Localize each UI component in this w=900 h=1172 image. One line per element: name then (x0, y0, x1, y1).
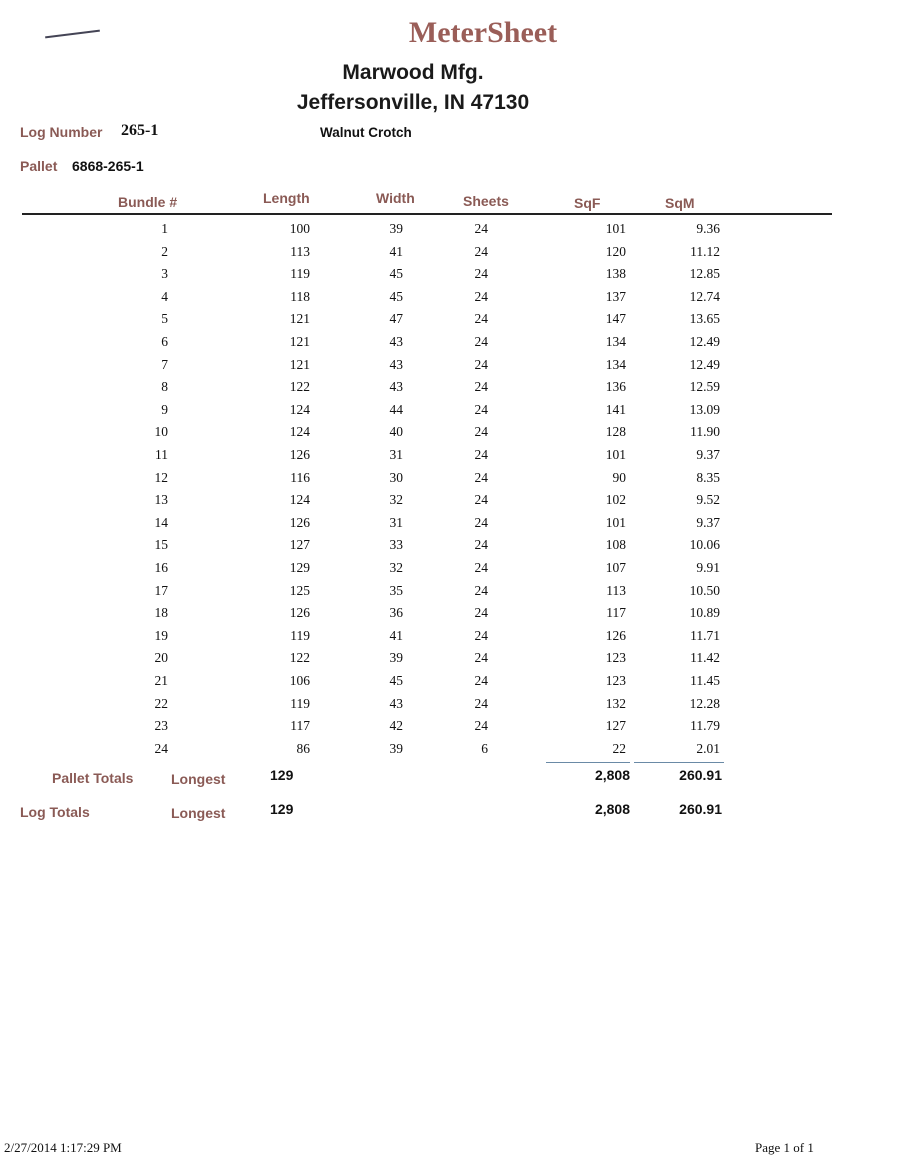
cell-width: 35 (389, 582, 403, 598)
cell-sqm: 10.89 (689, 605, 720, 621)
cell-bundle-number: 4 (161, 288, 168, 304)
cell-sheets: 24 (474, 627, 488, 643)
cell-sheets: 24 (474, 650, 488, 666)
cell-sheets: 24 (474, 334, 488, 349)
cell-width: 31 (389, 447, 403, 462)
cell-width: 30 (389, 469, 403, 485)
cell-sqm: 10.50 (689, 582, 720, 598)
cell-length: 121 (289, 356, 310, 372)
pallet-value: 6868-265-1 (72, 158, 144, 174)
cell-sqm: 8.35 (696, 469, 720, 485)
cell-sqf: 134 (605, 356, 626, 372)
cell-sheets: 24 (474, 695, 488, 711)
cell-length: 129 (289, 560, 310, 575)
col-header-sqf: SqF (574, 195, 601, 211)
footer-timestamp: 2/27/2014 1:17:29 PM (4, 1140, 122, 1155)
pallet-sqf-total: 2,808 (594, 767, 630, 783)
table-row (0, 334, 900, 356)
cell-width: 45 (389, 673, 403, 688)
log-sqf-total: 2,808 (594, 801, 630, 817)
cell-sheets: 24 (474, 718, 488, 734)
cell-sqm: 12.59 (689, 379, 720, 395)
cell-sqm: 9.91 (696, 560, 720, 575)
cell-length: 121 (289, 311, 310, 327)
cell-sqm: 9.37 (696, 514, 720, 530)
cell-length: 119 (290, 627, 310, 643)
cell-length: 125 (289, 582, 310, 598)
cell-bundle-number: 21 (154, 673, 168, 688)
cell-sheets: 24 (474, 673, 488, 688)
cell-length: 122 (289, 650, 310, 666)
pallet-label: Pallet (20, 158, 58, 174)
cell-sqf: 123 (605, 650, 626, 666)
cell-bundle-number: 11 (155, 447, 168, 462)
cell-length: 121 (289, 334, 310, 349)
cell-sqf: 101 (605, 221, 626, 236)
cell-length: 86 (296, 740, 310, 756)
table-row (0, 447, 900, 469)
cell-sheets: 24 (474, 582, 488, 598)
cell-sheets: 24 (474, 356, 488, 372)
cell-width: 33 (389, 537, 403, 553)
cell-length: 126 (289, 514, 310, 530)
cell-sqf: 123 (605, 673, 626, 688)
cell-sheets: 24 (474, 401, 488, 417)
table-row (0, 741, 900, 763)
cell-length: 119 (290, 695, 310, 711)
cell-length: 124 (289, 401, 310, 417)
cell-bundle-number: 22 (154, 695, 168, 711)
cell-length: 106 (289, 673, 310, 688)
cell-length: 124 (289, 492, 310, 508)
table-row (0, 718, 900, 740)
cell-width: 44 (389, 401, 403, 417)
table-row (0, 583, 900, 605)
cell-sqm: 12.49 (689, 334, 720, 349)
col-header-sheets: Sheets (463, 193, 509, 209)
cell-sqf: 127 (605, 718, 626, 734)
cell-sqf: 128 (605, 424, 626, 440)
table-row (0, 492, 900, 514)
cell-bundle-number: 16 (154, 560, 168, 575)
cell-width: 39 (389, 650, 403, 666)
cell-sqf: 120 (605, 243, 626, 259)
cell-length: 122 (289, 379, 310, 395)
cell-sqm: 13.65 (689, 311, 720, 327)
cell-length: 126 (289, 447, 310, 462)
cell-bundle-number: 8 (161, 379, 168, 395)
cell-sqm: 11.45 (690, 673, 720, 688)
cell-width: 47 (389, 311, 403, 327)
cell-length: 117 (290, 718, 310, 734)
cell-sqm: 2.01 (696, 740, 720, 756)
cell-width: 41 (389, 627, 403, 643)
cell-sqf: 113 (606, 582, 626, 598)
table-row (0, 515, 900, 537)
sqm-sum-rule (634, 762, 724, 763)
col-header-length: Length (263, 190, 310, 206)
sqf-sum-rule (546, 762, 630, 763)
cell-sheets: 24 (474, 379, 488, 395)
cell-sqf: 117 (606, 605, 626, 621)
log-longest-value: 129 (270, 801, 294, 817)
cell-width: 43 (389, 334, 403, 349)
cell-sqm: 12.28 (689, 695, 720, 711)
cell-sqf: 136 (605, 379, 626, 395)
cell-sheets: 24 (474, 605, 488, 621)
col-header-sqm: SqM (665, 195, 695, 211)
table-row (0, 605, 900, 627)
table-row (0, 244, 900, 266)
table-row (0, 650, 900, 672)
cell-width: 43 (389, 695, 403, 711)
cell-bundle-number: 7 (161, 356, 168, 372)
table-row (0, 311, 900, 333)
cell-width: 43 (389, 356, 403, 372)
log-totals-label: Log Totals (20, 804, 90, 820)
cell-sheets: 6 (481, 740, 488, 756)
cell-bundle-number: 9 (161, 401, 168, 417)
table-row (0, 673, 900, 695)
cell-sqm: 9.52 (696, 492, 720, 508)
cell-length: 113 (290, 243, 310, 259)
cell-sheets: 24 (474, 311, 488, 327)
cell-sqf: 147 (605, 311, 626, 327)
cell-sqm: 12.74 (689, 288, 720, 304)
table-row (0, 560, 900, 582)
table-row (0, 537, 900, 559)
cell-sqf: 141 (605, 401, 626, 417)
cell-bundle-number: 23 (154, 718, 168, 734)
cell-width: 32 (389, 560, 403, 575)
cell-width: 36 (389, 605, 403, 621)
cell-bundle-number: 1 (161, 221, 168, 236)
cell-width: 45 (389, 266, 403, 282)
cell-width: 41 (389, 243, 403, 259)
cell-bundle-number: 24 (154, 740, 168, 756)
cell-sqm: 9.37 (696, 447, 720, 462)
cell-sqf: 108 (605, 537, 626, 553)
cell-bundle-number: 15 (154, 537, 168, 553)
table-row (0, 424, 900, 446)
cell-sqm: 12.49 (689, 356, 720, 372)
page-title: MeterSheet (408, 16, 558, 49)
table-row (0, 221, 900, 243)
cell-length: 116 (290, 469, 310, 485)
cell-length: 126 (289, 605, 310, 621)
cell-bundle-number: 14 (154, 514, 168, 530)
cell-width: 39 (389, 221, 403, 236)
table-row (0, 696, 900, 718)
cell-bundle-number: 13 (154, 492, 168, 508)
cell-sheets: 24 (474, 424, 488, 440)
cell-sqf: 137 (605, 288, 626, 304)
table-row (0, 266, 900, 288)
log-sqm-total: 260.91 (679, 801, 722, 817)
cell-sqm: 11.42 (690, 650, 720, 666)
pallet-longest-label: Longest (171, 771, 226, 787)
company-address: Jeffersonville, IN 47130 (296, 91, 530, 114)
pallet-sqm-total: 260.91 (679, 767, 722, 783)
cell-width: 45 (389, 288, 403, 304)
table-row (0, 402, 900, 424)
company-name: Marwood Mfg. (342, 61, 484, 84)
company-block (0, 58, 826, 118)
cell-sqm: 12.85 (689, 266, 720, 282)
pallet-longest-value: 129 (270, 767, 294, 783)
cell-bundle-number: 5 (161, 311, 168, 327)
cell-length: 124 (289, 424, 310, 440)
table-row (0, 628, 900, 650)
cell-sheets: 24 (474, 560, 488, 575)
cell-bundle-number: 20 (154, 650, 168, 666)
cell-sqm: 10.06 (689, 537, 720, 553)
cell-sqf: 134 (605, 334, 626, 349)
cell-bundle-number: 18 (154, 605, 168, 621)
cell-width: 40 (389, 424, 403, 440)
table-row (0, 379, 900, 401)
cell-width: 42 (389, 718, 403, 734)
cell-sheets: 24 (474, 469, 488, 485)
cell-length: 118 (290, 288, 310, 304)
table-row (0, 357, 900, 379)
cell-length: 119 (290, 266, 310, 282)
cell-sqm: 9.36 (696, 221, 720, 236)
cell-width: 39 (389, 740, 403, 756)
pallet-totals-label: Pallet Totals (52, 770, 134, 786)
cell-sqf: 90 (612, 469, 626, 485)
col-header-bundle: Bundle # (118, 194, 178, 210)
col-header-width: Width (376, 190, 415, 206)
species: Walnut Crotch (320, 125, 412, 140)
cell-sqm: 11.90 (690, 424, 720, 440)
table-row (0, 289, 900, 311)
cell-sqm: 11.12 (690, 243, 720, 259)
cell-sqf: 101 (605, 514, 626, 530)
cell-sheets: 24 (474, 447, 488, 462)
cell-bundle-number: 6 (161, 334, 168, 349)
cell-sqf: 102 (605, 492, 626, 508)
cell-sqm: 11.79 (690, 718, 720, 734)
cell-sheets: 24 (474, 288, 488, 304)
cell-sqm: 11.71 (690, 627, 720, 643)
log-number-label: Log Number (20, 124, 103, 140)
cell-bundle-number: 19 (154, 627, 168, 643)
cell-bundle-number: 2 (161, 243, 168, 259)
cell-sheets: 24 (474, 243, 488, 259)
cell-sheets: 24 (474, 492, 488, 508)
cell-sheets: 24 (474, 221, 488, 236)
header-rule (22, 213, 832, 215)
cell-sqf: 138 (605, 266, 626, 282)
cell-sheets: 24 (474, 537, 488, 553)
cell-sqf: 126 (605, 627, 626, 643)
cell-length: 100 (289, 221, 310, 236)
footer-page-number: Page 1 of 1 (755, 1140, 814, 1155)
log-longest-label: Longest (171, 805, 226, 821)
cell-bundle-number: 3 (161, 266, 168, 282)
cell-sheets: 24 (474, 514, 488, 530)
cell-width: 32 (389, 492, 403, 508)
cell-sqf: 132 (605, 695, 626, 711)
cell-width: 31 (389, 514, 403, 530)
cell-sqf: 101 (605, 447, 626, 462)
cell-width: 43 (389, 379, 403, 395)
cell-bundle-number: 17 (154, 582, 168, 598)
table-row (0, 470, 900, 492)
cell-sqf: 22 (612, 740, 626, 756)
cell-sheets: 24 (474, 266, 488, 282)
log-number-value: 265-1 (121, 122, 159, 139)
cell-length: 127 (289, 537, 310, 553)
cell-sqf: 107 (605, 560, 626, 575)
cell-bundle-number: 12 (154, 469, 168, 485)
cell-bundle-number: 10 (154, 424, 168, 440)
cell-sqm: 13.09 (689, 401, 720, 417)
